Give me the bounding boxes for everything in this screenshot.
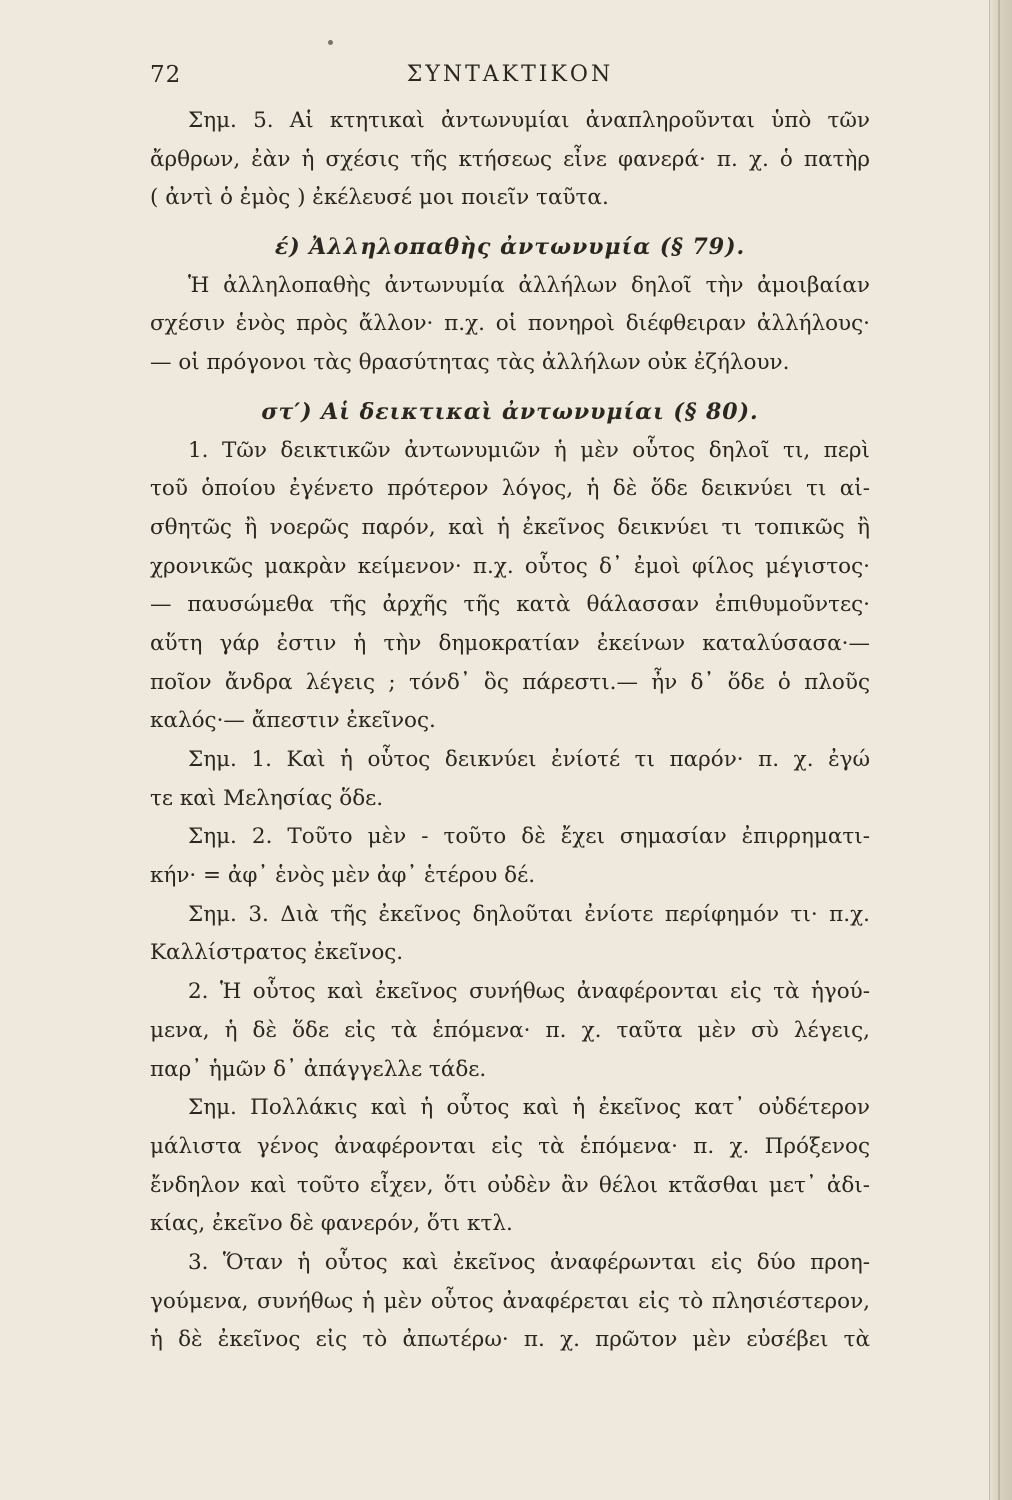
text-line: παρ᾿ ἡμῶν δ᾿ ἀπάγγελλε τάδε. — [150, 1056, 487, 1082]
book-page-edge — [989, 0, 1012, 1500]
text-line: ἔνδηλον καὶ τοῦτο εἶχεν, ὅτι οὐδὲν ἂν θέλοι κτᾶσθαι μετ᾿ ἀδι- — [150, 1172, 870, 1198]
text-line: σχέσιν ἑνὸς πρὸς ἄλλον· π.χ. οἱ πονηροὶ διέφθειραν ἀλλήλους· — [150, 311, 870, 337]
ink-spot — [328, 40, 333, 45]
text-line: ( ἀντὶ ὁ ἐμὸς ) ἐκέλευσέ μοι ποιεῖν ταῦτα. — [150, 185, 609, 211]
body-text — [150, 102, 870, 1360]
text-line: γούμενα, συνήθως ἡ μὲν οὗτος ἀναφέρεται εἰς τὸ πλησιέστερον, — [150, 1288, 870, 1314]
page-header — [150, 62, 870, 98]
text-line: τοῦ ὁποίου ἐγένετο πρότερον λόγος, ἡ δὲ ὅδε δεικνύει τι αἰ- — [150, 476, 870, 502]
text-line: κήν· = ἀφ᾿ ἑνὸς μὲν ἀφ᾿ ἑτέρου δέ. — [150, 863, 536, 889]
text-line: Σημ. 5. Αἱ κτητικαὶ ἀντωνυμίαι ἀναπληροῦνται ὑπὸ τῶν — [188, 108, 870, 133]
text-line: ἄρθρων, ἐὰν ἡ σχέσις τῆς κτήσεως εἶνε φανερά· π. χ. ὁ πατὴρ — [150, 146, 870, 172]
text-line: μενα, ἡ δὲ ὅδε εἰς τὰ ἑπόμενα· π. χ. ταῦτα μὲν σὺ λέγεις, — [150, 1017, 870, 1043]
text-line: Καλλίστρατος ἐκεῖνος. — [150, 940, 404, 966]
page-number: 72 — [150, 62, 182, 88]
text-line: αὕτη γάρ ἐστιν ἡ τὴν δημοκρατίαν ἐκείνων καταλύσασα·— — [150, 630, 870, 656]
text-line: Σημ. 2. Τοῦτο μὲν - τοῦτο δὲ ἔχει σημασίαν ἐπιρρηματι- — [188, 824, 870, 850]
section-heading-e: έ) Ἀλληλοπαθὴς ἀντωνυμία (§ 79). — [274, 234, 746, 261]
text-line: Σημ. 3. Διὰ τῆς ἐκεῖνος δηλοῦται ἐνίοτε περίφημόν τι· π.χ. — [188, 901, 870, 927]
text-line: Σημ. Πολλάκις καὶ ἡ οὗτος καὶ ἡ ἐκεῖνος κατ᾿ οὐδέτερον — [188, 1095, 870, 1121]
text-line: μάλιστα γένος ἀναφέρονται εἰς τὰ ἑπόμενα· π. χ. Πρόξενος — [150, 1133, 870, 1159]
text-line: 1. Τῶν δεικτικῶν ἀντωνυμιῶν ἡ μὲν οὗτος δηλοῖ τι, περὶ — [188, 437, 870, 463]
text-line: καλός·— ἄπεστιν ἐκεῖνος. — [150, 708, 436, 734]
text-line: — οἱ πρόγονοι τὰς θρασύτητας τὰς ἀλλήλων οὐκ ἐζήλουν. — [150, 350, 790, 376]
text-line: Σημ. 1. Καὶ ἡ οὗτος δεικνύει ἐνίοτέ τι παρόν· π. χ. ἐγώ — [188, 747, 870, 772]
text-line: τε καὶ Μελησίας ὅδε. — [150, 785, 384, 811]
text-line: Ἡ ἀλληλοπαθὴς ἀντωνυμία ἀλλήλων δηλοῖ τὴν ἀμοιβαίαν — [188, 272, 870, 298]
section-heading-st: στ′) Αἱ δεικτικαὶ ἀντωνυμίαι (§ 80). — [261, 398, 759, 425]
text-line: χρονικῶς μακρὰν κείμενον· π.χ. οὗτος δ᾿ ἐμοὶ φίλος μέγιστος· — [150, 553, 870, 579]
text-line: σθητῶς ἢ νοερῶς παρόν, καὶ ἡ ἐκεῖνος δεικνύει τι τοπικῶς ἢ — [150, 514, 870, 540]
text-line: ἡ δὲ ἐκεῖνος εἰς τὸ ἀπωτέρω· π. χ. πρῶτον μὲν εὐσέβει τὰ — [150, 1327, 870, 1353]
text-line: 3. Ὅταν ἡ οὗτος καὶ ἐκεῖνος ἀναφέρωνται εἰς δύο προη- — [188, 1249, 870, 1275]
text-line: ποῖον ἄνδρα λέγεις ; τόνδ᾿ ὃς πάρεστι.— ἦν δ᾿ ὅδε ὁ πλοῦς — [150, 669, 870, 695]
text-line: — παυσώμεθα τῆς ἀρχῆς τῆς κατὰ θάλασσαν ἐπιθυμοῦντες· — [150, 592, 870, 618]
running-title: ΣΥΝΤΑΚΤΙΚΟΝ — [406, 62, 614, 87]
text-line: 2. Ἡ οὗτος καὶ ἐκεῖνος συνήθως ἀναφέρονται εἰς τὰ ἡγού- — [188, 979, 870, 1005]
text-line: κίας, ἐκεῖνο δὲ φανερόν, ὅτι κτλ. — [150, 1211, 513, 1237]
